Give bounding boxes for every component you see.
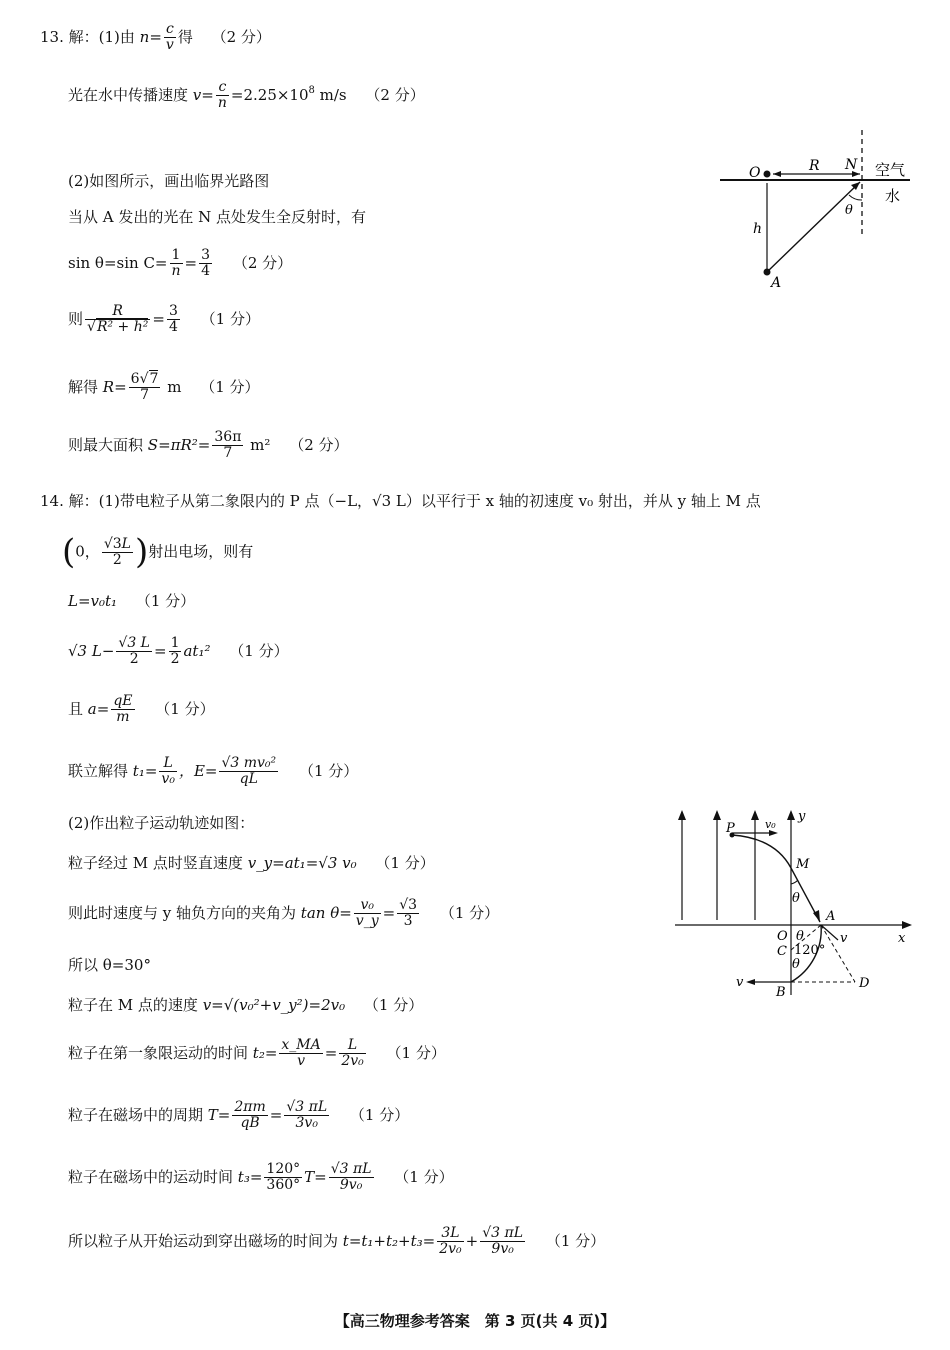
score: （1 分） (439, 903, 500, 922)
den: 3v₀ (295, 1115, 318, 1132)
den: 2 (170, 651, 180, 668)
text: 所以 θ=30° (68, 956, 151, 974)
sqrt-content: R² + h² (96, 319, 149, 336)
text: 光在水中传播速度 (68, 85, 189, 104)
expr: v=√(v₀²+v_y²)=2v₀ (202, 996, 346, 1014)
light-ray (767, 182, 860, 272)
label-c: C (777, 944, 787, 959)
score: （2 分） (289, 435, 349, 454)
score: （1 分） (200, 377, 260, 396)
den: √R² + h² (87, 319, 149, 336)
q14-line-4 (68, 636, 289, 668)
num: c (216, 80, 229, 96)
label-theta: θ (796, 929, 804, 944)
text: 射出电场，则有 (148, 542, 254, 561)
var: a= (87, 699, 110, 718)
den: 2v₀ (439, 1241, 462, 1258)
label-n: N (845, 157, 858, 173)
result: =2.25×10 (230, 85, 309, 104)
expr: t₃= (237, 1167, 263, 1186)
arrowhead (787, 810, 795, 820)
q14-line-7 (68, 814, 254, 832)
num: c (164, 22, 176, 38)
text: 得 (177, 27, 193, 46)
num: 2πm (234, 1099, 266, 1115)
text: 且 (68, 699, 84, 718)
text: 粒子在磁场中的周期 (68, 1105, 204, 1124)
q14-line-3 (68, 592, 195, 610)
num: 120° (266, 1161, 301, 1177)
score: （1 分） (298, 761, 359, 780)
q14-line-8 (68, 854, 435, 872)
unit: m/s (314, 85, 347, 104)
den: qB (240, 1115, 260, 1132)
label-o: O (749, 165, 761, 181)
figure-light-refraction (715, 125, 915, 295)
label-d: D (859, 976, 870, 991)
num: √3 πL (482, 1225, 524, 1241)
plus: + (465, 1231, 479, 1250)
label-h: h (753, 221, 763, 237)
fraction (279, 1038, 322, 1070)
label-m: M (796, 857, 810, 872)
den: 9v₀ (339, 1177, 363, 1194)
text: 0， (75, 542, 100, 561)
den: 2v₀ (341, 1053, 364, 1070)
score: （1 分） (200, 309, 260, 328)
paren: ( (62, 532, 76, 572)
fraction (339, 1038, 365, 1070)
velocity-arrow (821, 925, 838, 940)
den: v₀ (161, 771, 175, 788)
q14-line-1 (40, 492, 761, 510)
den: qL (239, 771, 258, 788)
label-r: R (809, 158, 820, 174)
text: 粒子在磁场中的运动时间 (68, 1167, 234, 1186)
q13-line-7 (68, 372, 260, 404)
fraction (437, 1226, 463, 1258)
score: （2 分） (232, 253, 293, 272)
page-footer: 【高三物理参考答案 第 3 页(共 4 页)】 (334, 1312, 616, 1330)
num: L (159, 756, 177, 772)
arrowhead (678, 810, 686, 820)
den: 360° (266, 1177, 301, 1194)
num: 3L (437, 1226, 463, 1242)
q14-line-11 (68, 996, 423, 1014)
fraction (111, 694, 134, 726)
expr: S=πR²= (147, 435, 211, 454)
arrowhead (746, 979, 755, 985)
num: √3 L (118, 635, 150, 651)
num: 36π (214, 429, 242, 445)
q14-line-14 (68, 1162, 454, 1194)
q13-line-5 (68, 248, 292, 280)
sqrt-content: 7 (149, 371, 159, 387)
den: v (165, 37, 174, 54)
var: v (192, 85, 202, 104)
expr: T= (304, 1167, 327, 1186)
text: 粒子在 M 点的速度 (68, 996, 198, 1014)
score: （1 分） (363, 996, 424, 1014)
unit: m (162, 377, 182, 396)
den: n (217, 95, 227, 112)
num: L (339, 1038, 365, 1054)
text: 粒子在第一象限运动的时间 (68, 1043, 249, 1062)
label-air: 空气 (875, 161, 906, 179)
num: 3 (168, 303, 178, 319)
q14-line-2 (62, 532, 253, 573)
label-angle: 120° (794, 943, 826, 958)
text: 14. 解：(1)带电粒子从第二象限内的 P 点（−L，√3 L）以平行于 x 轴的初速度 v₀ 射出，并从 y 轴上 M 点 (40, 492, 761, 510)
fraction (480, 1226, 525, 1258)
q13-line-2 (68, 80, 425, 112)
fraction (216, 80, 229, 112)
score: （1 分） (229, 641, 289, 660)
text: 解得 (68, 377, 99, 396)
var: R (102, 377, 115, 396)
den: 2 (129, 651, 139, 668)
den: 7 (223, 445, 233, 462)
q13-line-3 (68, 172, 269, 190)
fraction (212, 430, 243, 462)
score: （1 分） (394, 1167, 454, 1186)
eq: = (382, 903, 396, 922)
text: 所以粒子从开始运动到穿出磁场的时间为 (68, 1231, 339, 1250)
exponent: 8 (308, 84, 315, 96)
fraction (264, 1162, 302, 1194)
coef: 6 (130, 371, 140, 387)
fraction (232, 1100, 267, 1132)
expr: t₁= (132, 761, 158, 780)
label-o: O (777, 929, 788, 944)
label-p: P (726, 821, 735, 836)
num: 1 (170, 635, 180, 651)
fraction (397, 898, 419, 930)
score: （1 分） (375, 854, 435, 872)
den: v (297, 1053, 306, 1070)
lhs: sin θ=sin C= (68, 253, 168, 272)
expr: v_y=at₁=√3 v₀ (247, 854, 357, 872)
coef: √3 (103, 535, 122, 552)
fraction (159, 756, 177, 788)
q14-line-10 (68, 956, 151, 974)
fraction (219, 756, 278, 788)
num: 6√7 (130, 371, 159, 387)
figure-particle-trajectory (670, 800, 920, 1005)
num: √3 πL (330, 1161, 372, 1177)
text: 则最大面积 (68, 435, 144, 454)
fraction (164, 22, 176, 54)
label-a: A (826, 909, 836, 924)
fraction (129, 372, 161, 404)
angle-arc (791, 880, 798, 884)
fraction (167, 304, 180, 336)
text: 当从 A 发出的光在 N 点处发生全反射时，有 (68, 208, 367, 226)
label-water: 水 (885, 187, 901, 205)
label-v: v (736, 975, 744, 990)
expr: t₂= (252, 1043, 278, 1062)
label-x: x (898, 931, 906, 946)
num: 1 (170, 248, 183, 264)
text: (2)如图所示，画出临界光路图 (68, 172, 270, 190)
fraction (102, 537, 133, 569)
score: （1 分） (545, 1231, 606, 1250)
den: v_y (355, 913, 379, 930)
angle-arc (849, 195, 862, 200)
q13-line-6 (68, 304, 260, 336)
score: （2 分） (211, 27, 271, 46)
fraction (199, 248, 212, 280)
arrowhead (751, 810, 759, 820)
den: 4 (201, 263, 211, 280)
fraction (169, 636, 182, 668)
label-y: y (798, 809, 806, 824)
den: 7 (140, 387, 150, 404)
q13-line-8 (68, 430, 349, 462)
point-o (764, 171, 771, 178)
text: 联立解得 (68, 761, 129, 780)
expr: t=t₁+t₂+t₃= (342, 1231, 436, 1250)
num: x_MA (281, 1037, 321, 1053)
eq: = (184, 253, 198, 272)
eq: = (153, 641, 167, 660)
rhs: at₁² (183, 641, 211, 660)
arrowhead (713, 810, 721, 820)
fraction (170, 248, 183, 280)
text: (2)作出粒子运动轨迹如图： (68, 814, 255, 832)
score: （1 分） (349, 1105, 410, 1124)
trajectory-parabola (732, 835, 791, 868)
score: （2 分） (365, 85, 425, 104)
text: 粒子经过 M 点时竖直速度 (68, 854, 243, 872)
score: （1 分） (155, 699, 215, 718)
eq: = (324, 1043, 338, 1062)
num: √3 mv₀² (221, 755, 277, 771)
fraction (354, 898, 381, 930)
text: 13. 解：(1)由 (40, 27, 135, 46)
fraction (284, 1100, 329, 1132)
expr: tan θ= (300, 903, 352, 922)
q13-line-1 (40, 22, 271, 54)
expr: T= (207, 1105, 231, 1124)
num: v₀ (354, 898, 381, 914)
lhs: √3 L− (68, 641, 115, 660)
den: 9v₀ (491, 1241, 514, 1258)
eq: = (152, 309, 165, 328)
fraction (329, 1162, 374, 1194)
expr: ，E= (178, 761, 218, 780)
q14-line-6 (68, 756, 358, 788)
label-v: v (840, 931, 848, 946)
label-theta: θ (792, 891, 800, 906)
arrowhead (773, 171, 781, 177)
q14-line-15 (68, 1226, 605, 1258)
label-a: A (771, 275, 782, 291)
num: √3 (399, 897, 418, 913)
label-theta: θ (792, 957, 800, 972)
label-theta: θ (845, 203, 853, 218)
q14-line-13 (68, 1100, 409, 1132)
arrowhead (902, 921, 912, 929)
fraction (116, 636, 152, 668)
eq: = (201, 85, 214, 104)
score: （1 分） (135, 592, 196, 610)
num: 3 (201, 247, 211, 263)
den: 2 (112, 551, 122, 568)
score: （1 分） (386, 1043, 446, 1062)
num: R (85, 304, 150, 320)
num (102, 537, 133, 553)
text: 则此时速度与 y 轴负方向的夹角为 (68, 903, 297, 922)
label-v0: v₀ (765, 818, 776, 831)
num: √3 πL (286, 1099, 328, 1115)
var: n (139, 27, 150, 46)
eq: = (149, 27, 162, 46)
q14-line-12 (68, 1038, 446, 1070)
label-b: B (776, 985, 786, 1000)
eq: = (269, 1105, 283, 1124)
den: n (171, 263, 181, 280)
den: 4 (168, 319, 178, 336)
den: m (116, 709, 130, 726)
fraction (85, 304, 150, 336)
eq: = (114, 377, 127, 396)
expr: L=v₀t₁ (68, 592, 118, 610)
q14-line-9 (68, 898, 499, 930)
q14-line-5 (68, 694, 215, 726)
var: L (121, 535, 131, 552)
q13-line-4 (68, 208, 366, 226)
den: 3 (403, 913, 413, 930)
dashed-line (821, 925, 855, 982)
text: 则 (68, 309, 84, 328)
unit: m² (245, 435, 271, 454)
num: qE (113, 693, 133, 709)
paren: ) (134, 532, 149, 572)
